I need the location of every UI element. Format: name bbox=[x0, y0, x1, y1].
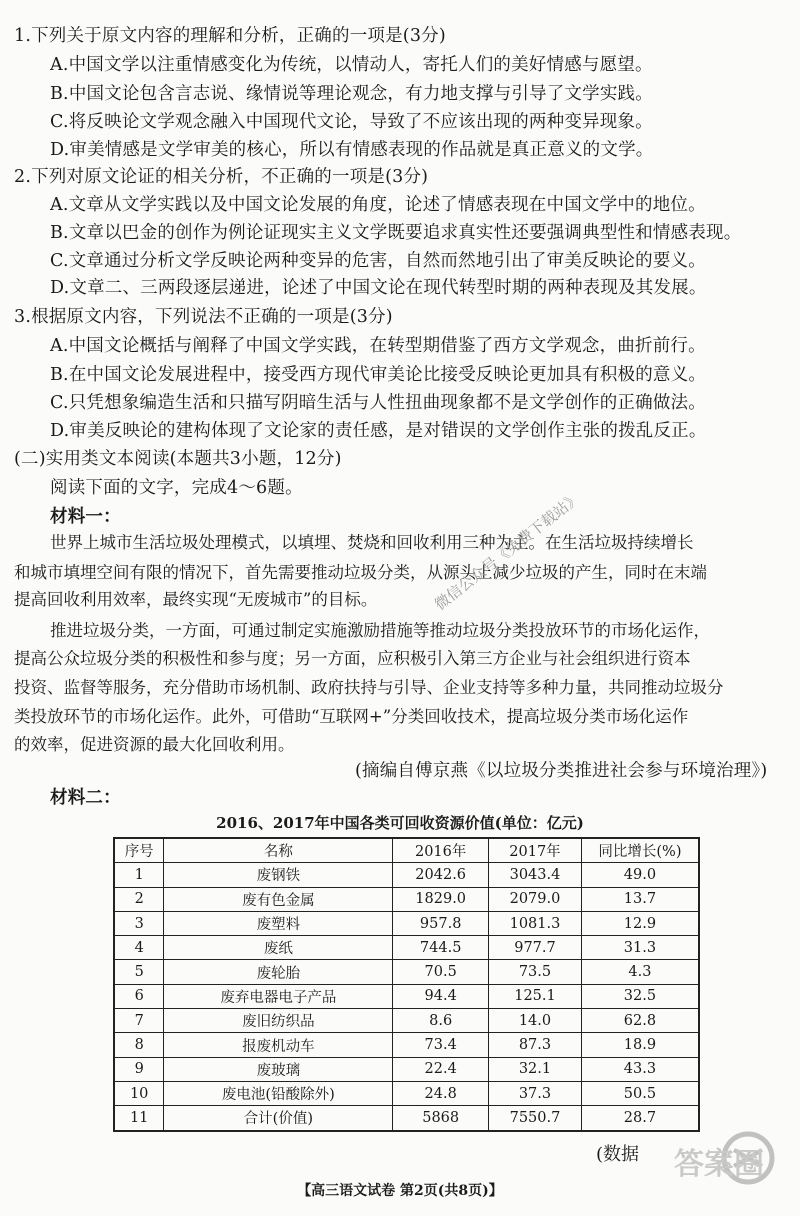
question-2-stem: 2.下列对原文论证的相关分析，不正确的一项是(3分) bbox=[14, 167, 429, 187]
table-cell: 6 bbox=[114, 984, 164, 1008]
question-2-option-b: B.文章以巴金的创作为例论证现实主义文学既要追求真实性还要强调典型性和情感表现。 bbox=[50, 223, 742, 243]
question-1-option-a: A.中国文学以注重情感变化为传统，以情动人，寄托人们的美好情感与愿望。 bbox=[50, 55, 653, 75]
table-row bbox=[114, 887, 699, 911]
table-cell: 70.5 bbox=[393, 960, 489, 984]
material-1-line: 世界上城市生活垃圾处理模式，以填埋、焚烧和回收利用三种为主。在生活垃圾持续增长 bbox=[50, 533, 694, 552]
question-3-option-a: A.中国文论概括与阐释了中国文学实践，在转型期借鉴了西方文学观念，曲折前行。 bbox=[50, 336, 706, 356]
table-row bbox=[114, 1033, 699, 1057]
table-cell: 合计(价值) bbox=[164, 1106, 393, 1131]
table-header-cell: 序号 bbox=[114, 838, 164, 863]
section-heading: (二)实用类文本阅读(本题共3小题，12分) bbox=[14, 449, 342, 469]
table-cell: 24.8 bbox=[393, 1081, 489, 1105]
table-row bbox=[114, 960, 699, 984]
table-cell: 22.4 bbox=[393, 1057, 489, 1081]
table-cell: 49.0 bbox=[581, 863, 699, 887]
table-cell: 7550.7 bbox=[489, 1106, 582, 1131]
table-cell: 73.4 bbox=[393, 1033, 489, 1057]
table-cell: 43.3 bbox=[581, 1057, 699, 1081]
table-cell: 5 bbox=[114, 960, 164, 984]
table-cell: 废旧纺织品 bbox=[164, 1009, 393, 1033]
table-row bbox=[114, 1009, 699, 1033]
table-cell: 1829.0 bbox=[393, 887, 489, 911]
table-cell: 32.5 bbox=[581, 984, 699, 1008]
table-cell: 3 bbox=[114, 911, 164, 935]
table-cell: 73.5 bbox=[489, 960, 582, 984]
material-2-source-partial: (数据 bbox=[596, 1144, 640, 1165]
table-cell: 977.7 bbox=[489, 936, 582, 960]
table-cell: 32.1 bbox=[489, 1057, 582, 1081]
table-cell: 12.9 bbox=[581, 911, 699, 935]
table-cell: 10 bbox=[114, 1081, 164, 1105]
material-1-line: 和城市填埋空间有限的情况下，首先需要推动垃圾分类，从源头上减少垃圾的产生，同时在末端 bbox=[14, 563, 707, 582]
material-1-line: 提高回收利用效率，最终实现“无废城市”的目标。 bbox=[14, 590, 378, 609]
table-cell: 31.3 bbox=[581, 936, 699, 960]
table-header-row bbox=[114, 838, 699, 863]
table-row bbox=[114, 984, 699, 1008]
table-row bbox=[114, 911, 699, 935]
question-1-option-d: D.审美情感是文学审美的核心，所以有情感表现的作品就是真正意义的文学。 bbox=[50, 140, 654, 160]
table-cell: 3043.4 bbox=[489, 863, 582, 887]
question-2-option-a: A.文章从文学实践以及中国文论发展的角度，论述了情感表现在中国文学中的地位。 bbox=[50, 195, 706, 215]
table-row bbox=[114, 1057, 699, 1081]
material-1-line: 的效率，促进资源的最大化回收利用。 bbox=[14, 735, 295, 754]
table-cell: 废纸 bbox=[164, 936, 393, 960]
table-cell: 废钢铁 bbox=[164, 863, 393, 887]
table-cell: 28.7 bbox=[581, 1106, 699, 1131]
table-cell: 8 bbox=[114, 1033, 164, 1057]
table-cell: 报废机动车 bbox=[164, 1033, 393, 1057]
table-cell: 2042.6 bbox=[393, 863, 489, 887]
table-cell: 18.9 bbox=[581, 1033, 699, 1057]
table-cell: 2 bbox=[114, 887, 164, 911]
material-1-line: 投资、监督等服务，充分借助市场机制、政府扶持与引导、企业支持等多种力量，共同推动垃圾分 bbox=[14, 678, 724, 697]
table-cell: 2079.0 bbox=[489, 887, 582, 911]
table-caption: 2016、2017年中国各类可回收资源价值(单位：亿元) bbox=[216, 814, 584, 832]
question-2-option-d: D.文章二、三两段逐层递进，论述了中国文论在现代转型时期的两种表现及其发展。 bbox=[50, 278, 707, 298]
table-cell: 1081.3 bbox=[489, 911, 582, 935]
table-cell: 62.8 bbox=[581, 1009, 699, 1033]
table-cell: 废弃电器电子产品 bbox=[164, 984, 393, 1008]
table-cell: 废轮胎 bbox=[164, 960, 393, 984]
table-cell: 13.7 bbox=[581, 887, 699, 911]
section-instruction: 阅读下面的文字，完成4～6题。 bbox=[50, 478, 303, 498]
question-3-stem: 3.根据原文内容，下列说法不正确的一项是(3分) bbox=[14, 307, 393, 327]
table-cell: 9 bbox=[114, 1057, 164, 1081]
table-cell: 4.3 bbox=[581, 960, 699, 984]
question-1-option-c: C.将反映论文学观念融入中国现代文论，导致了不应该出现的两种变异现象。 bbox=[50, 112, 653, 132]
table-row bbox=[114, 1081, 699, 1105]
table-cell: 7 bbox=[114, 1009, 164, 1033]
table-cell: 11 bbox=[114, 1106, 164, 1131]
material-2-label: 材料二： bbox=[50, 788, 121, 808]
table-cell: 37.3 bbox=[489, 1081, 582, 1105]
table-cell: 1 bbox=[114, 863, 164, 887]
question-2-option-c: C.文章通过分析文学反映论两种变异的危害，自然而然地引出了审美反映论的要义。 bbox=[50, 251, 706, 271]
table-cell: 废有色金属 bbox=[164, 887, 393, 911]
material-1-line: 类投放环节的市场化运作。此外，可借助“互联网+”分类回收技术，提高垃圾分类市场化运作 bbox=[14, 707, 689, 726]
table-cell: 87.3 bbox=[489, 1033, 582, 1057]
table-cell: 5868 bbox=[393, 1106, 489, 1131]
watermark-logo-text: 答案圈 bbox=[674, 1147, 764, 1182]
table-cell: 14.0 bbox=[489, 1009, 582, 1033]
table-cell: 744.5 bbox=[393, 936, 489, 960]
question-1-option-b: B.中国文论包含言志说、缘情说等理论观念，有力地支撑与引导了文学实践。 bbox=[50, 84, 653, 104]
material-1-line: 推进垃圾分类，一方面，可通过制定实施激励措施等推动垃圾分类投放环节的市场化运作， bbox=[50, 621, 710, 640]
material-1-source: (摘编自傅京燕《以垃圾分类推进社会参与环境治理》) bbox=[355, 761, 768, 781]
table-row bbox=[114, 1106, 699, 1131]
table-row bbox=[114, 936, 699, 960]
table-cell: 125.1 bbox=[489, 984, 582, 1008]
question-3-option-d: D.审美反映论的建构体现了文论家的责任感，是对错误的文学创作主张的拨乱反正。 bbox=[50, 421, 707, 441]
question-3-option-b: B.在中国文论发展进程中，接受西方现代审美论比接受反映论更加具有积极的意义。 bbox=[50, 365, 707, 385]
page-footer: 【高三语文试卷 第2页(共8页)】 bbox=[297, 1183, 503, 1199]
table-cell: 4 bbox=[114, 936, 164, 960]
table-cell: 94.4 bbox=[393, 984, 489, 1008]
table-cell: 废电池(铅酸除外) bbox=[164, 1081, 393, 1105]
table-cell: 957.8 bbox=[393, 911, 489, 935]
question-1-stem: 1.下列关于原文内容的理解和分析，正确的一项是(3分) bbox=[14, 26, 446, 46]
material-1-line: 提高公众垃圾分类的积极性和参与度；另一方面，应积极引入第三方企业与社会组织进行资本 bbox=[14, 649, 691, 668]
question-3-option-c: C.只凭想象编造生活和只描写阴暗生活与人性扭曲现象都不是文学创作的正确做法。 bbox=[50, 393, 706, 413]
table-cell: 8.6 bbox=[393, 1009, 489, 1033]
table-header-cell: 2016年 bbox=[393, 838, 489, 863]
recyclable-resources-table bbox=[113, 837, 700, 1132]
table-row bbox=[114, 863, 699, 887]
table-header-cell: 同比增长(%) bbox=[581, 838, 699, 863]
material-1-label: 材料一： bbox=[50, 507, 121, 527]
diagonal-watermark: 微信公众号《免费下载站》 bbox=[431, 488, 585, 614]
table-cell: 废塑料 bbox=[164, 911, 393, 935]
table-header-cell: 名称 bbox=[164, 838, 393, 863]
table-cell: 废玻璃 bbox=[164, 1057, 393, 1081]
table-header-cell: 2017年 bbox=[489, 838, 582, 863]
table-cell: 50.5 bbox=[581, 1081, 699, 1105]
